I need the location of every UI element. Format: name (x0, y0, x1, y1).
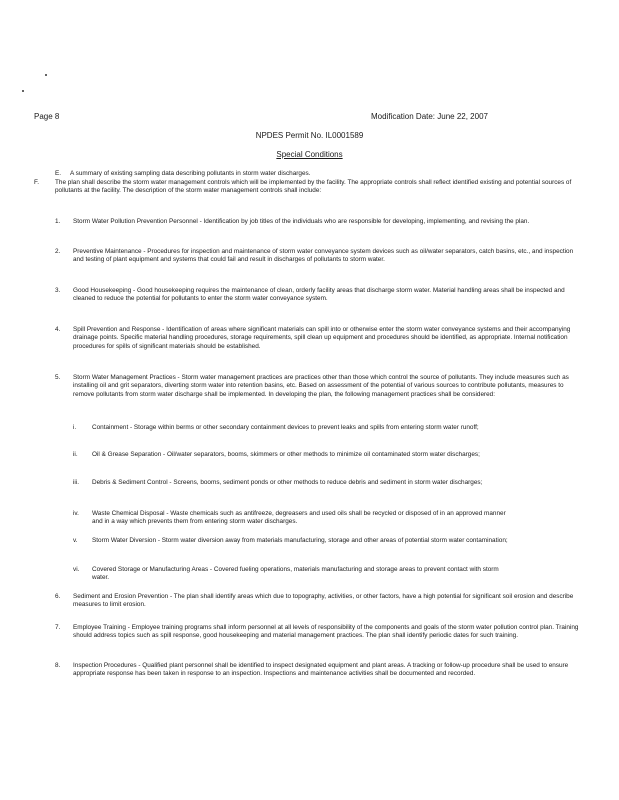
subitem-text: Covered Storage or Manufacturing Areas - Covered fueling operations, materials manufacturing and storage areas to prevent contact with storm water. (92, 566, 499, 582)
special-conditions-heading: Special Conditions (276, 150, 343, 159)
item-number: 6. (55, 593, 61, 600)
subitem-number: ii. (73, 451, 78, 458)
page-number: Page 8 (34, 112, 60, 121)
subitem-number: i. (73, 424, 77, 431)
subitem-number: vi. (73, 566, 80, 573)
subitem-number: v. (73, 537, 78, 544)
item-text: Inspection Procedures - Qualified plant personnel shall be identified to inspect designated equipment and plant areas. A tracking or follow-up procedure shall be used to ensure appropriate response has been taken in response to an inspection. Inspections and maintenance activities shall be documented and recorded. (73, 662, 569, 678)
item-number: 4. (55, 326, 61, 333)
item-text: Spill Prevention and Response - Identification of areas where significant materials can spill into or otherwise enter the storm water conveyance systems and their accompanying drainage points. Specific material handling procedures, storage requirements, spill clean up equipment and procedures should be identified, as appropriate. Internal notification procedures for spills of significant materials should be established. (73, 326, 571, 350)
item-number: 7. (55, 624, 61, 631)
item-e-label: E. (55, 170, 62, 177)
item-number: 2. (55, 248, 61, 255)
item-text: Good Housekeeping - Good housekeeping requires the maintenance of clean, orderly facility areas that discharge storm water. Material handling areas shall be inspected and cleaned to reduce the potential for pollutants to enter the storm water conveyance system. (73, 287, 565, 303)
item-e-text: A summary of existing sampling data describing pollutants in storm water discharges. (70, 170, 311, 177)
scan-speck (45, 74, 47, 76)
item-number: 1. (55, 218, 61, 225)
scan-speck (22, 90, 24, 92)
item-text: Sediment and Erosion Prevention - The plan shall identify areas which due to topography, activities, or other factors, have a high potential for significant soil erosion and describe measures to limit erosion. (73, 593, 574, 609)
subitem-text: Containment - Storage within berms or other secondary containment devices to prevent leaks and spills from entering storm water runoff; (92, 424, 479, 431)
subitem-text: Oil & Grease Separation - Oil/water separators, booms, skimmers or other methods to minimize oil contaminated storm water discharges; (92, 451, 480, 458)
item-text: Storm Water Management Practices - Storm water management practices are practices other than those which control the source of pollutants. They include measures such as installing oil and grit separators, diverting storm water into retention basins, etc. Based on assessment of the potential of various sources to contribute pollutants, measures to remove pollutants from storm water discharge shall be implemented. In developing the plan, the following management practices shall be considered: (73, 374, 569, 398)
subitem-text: Debris & Sediment Control - Screens, booms, sediment ponds or other methods to reduce debris and sediment in storm water discharges; (92, 479, 483, 486)
item-number: 5. (55, 374, 61, 381)
item-number: 3. (55, 287, 61, 294)
modification-date: Modification Date: June 22, 2007 (371, 112, 488, 121)
item-f-text: The plan shall describe the storm water management controls which will be implemented by the facility. The appropriate controls shall reflect identified existing and potential sources of pollutants at the facility. The description of the storm water management controls shall include: (55, 179, 572, 195)
item-text: Preventive Maintenance - Procedures for inspection and maintenance of storm water conveyance system devices such as oil/water separators, catch basins, etc., and inspection and testing of plant equipment and systems that could fail and result in discharges of pollutants to storm water. (73, 248, 574, 264)
subitem-text: Waste Chemical Disposal - Waste chemicals such as antifreeze, degreasers and used oils shall be recycled or disposed of in an approved manner and in a way which prevents them from entering storm water discharges. (92, 510, 506, 526)
permit-title: NPDES Permit No. IL0001589 (255, 131, 364, 140)
item-f-label: F. (34, 179, 39, 186)
item-text: Storm Water Pollution Prevention Personnel - Identification by job titles of the individuals who are responsible for developing, implementing, and revising the plan. (73, 218, 530, 225)
subitem-text: Storm Water Diversion - Storm water diversion away from materials manufacturing, storage and other areas of potential storm water contamination; (92, 537, 508, 544)
item-text: Employee Training - Employee training programs shall inform personnel at all levels of responsibility of the components and goals of the storm water pollution control plan. Training should address topics such as spill response, good housekeeping and material management practices. The plan shall identify periodic dates for such training. (73, 624, 579, 640)
subitem-number: iv. (73, 510, 79, 517)
subitem-number: iii. (73, 479, 80, 486)
item-number: 8. (55, 662, 61, 669)
